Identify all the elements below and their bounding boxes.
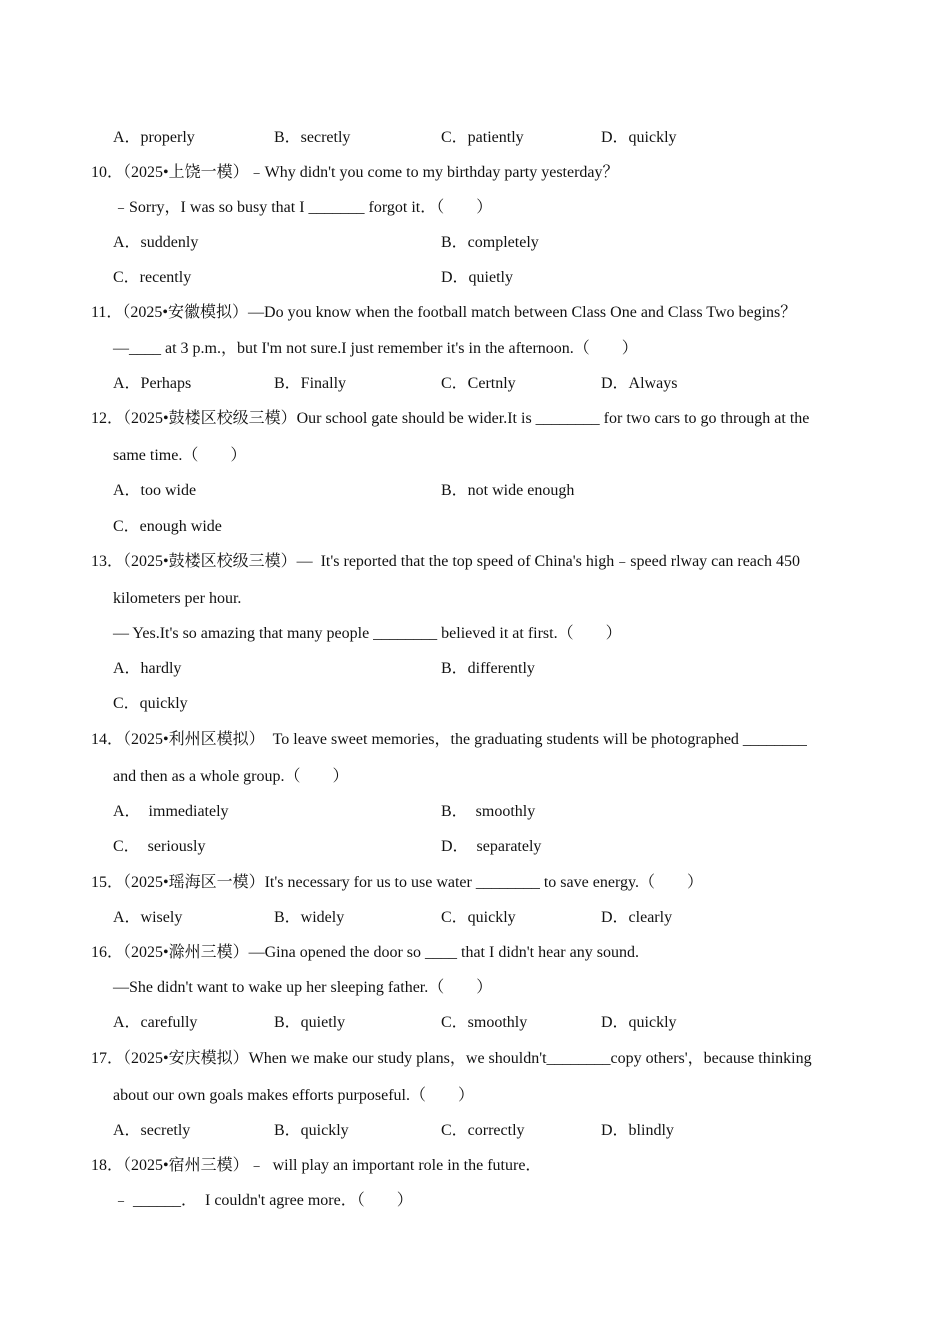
q12-option-a: A．too wide — [113, 482, 197, 499]
q12-stem-cont: same time.（ ） — [113, 447, 247, 464]
q10-option-d: D．quietly — [441, 269, 513, 286]
q9-option-a: A．properly — [113, 129, 195, 146]
q14-stem-cont: and then as a whole group.（ ） — [113, 768, 349, 785]
q14-stem: 14．（2025•利州区模拟） To leave sweet memories，the graduating students will be photographed ________ — [91, 731, 807, 748]
q11-stem: 11．（2025•安徽模拟）—Do you know when the football match between Class One and Class Two begins？ — [91, 304, 797, 321]
q17-option-d: D．blindly — [601, 1122, 674, 1139]
q11-dialogue: —____ at 3 p.m.，but I'm not sure.I just remember it's in the afternoon.（ ） — [113, 340, 638, 357]
q12-option-c: C．enough wide — [113, 518, 222, 535]
q11-option-c: C．Certnly — [441, 375, 516, 392]
q14-option-c: C． seriously — [113, 838, 206, 855]
q10-option-b: B．completely — [441, 234, 539, 251]
q13-stem: 13．（2025•鼓楼区校级三模）— It's reported that the top speed of China's high﹣speed rlway can reach 450 — [91, 553, 801, 570]
q16-option-c: C．smoothly — [441, 1014, 528, 1031]
q15-option-d: D．clearly — [601, 909, 673, 926]
q17-option-c: C．correctly — [441, 1122, 525, 1139]
q13-option-a: A．hardly — [113, 660, 182, 677]
q11-option-b: B．Finally — [274, 375, 347, 392]
q15-option-c: C．quickly — [441, 909, 516, 926]
q9-option-d: D．quickly — [601, 129, 677, 146]
q14-option-b: B． smoothly — [441, 803, 536, 820]
q16-option-b: B．quietly — [274, 1014, 346, 1031]
q15-stem: 15．（2025•瑶海区一模）It's necessary for us to use water ________ to save energy.（ ） — [91, 874, 703, 891]
q17-stem-cont: about our own goals makes efforts purposeful.（ ） — [113, 1087, 474, 1104]
q15-option-a: A．wisely — [113, 909, 183, 926]
q13-dialogue: — Yes.It's so amazing that many people ________ believed it at first.（ ） — [113, 625, 622, 642]
q13-option-c: C．quickly — [113, 695, 188, 712]
q16-stem: 16．（2025•滁州三模）—Gina opened the door so ____ that I didn't hear any sound. — [91, 944, 639, 961]
q13-stem-cont: kilometers per hour. — [113, 590, 242, 607]
q10-option-a: A．suddenly — [113, 234, 199, 251]
q17-stem: 17．（2025•安庆模拟）When we make our study plans，we shouldn't________copy others'，because thinking — [91, 1050, 812, 1067]
q16-option-d: D．quickly — [601, 1014, 677, 1031]
q14-option-d: D． separately — [441, 838, 542, 855]
q11-option-a: A．Perhaps — [113, 375, 192, 392]
q9-option-b: B．secretly — [274, 129, 351, 146]
q16-option-a: A．carefully — [113, 1014, 198, 1031]
q17-option-a: A．secretly — [113, 1122, 191, 1139]
q14-option-a: A． immediately — [113, 803, 229, 820]
q10-stem: 10．（2025•上饶一模）﹣Why didn't you come to my birthday party yesterday？ — [91, 164, 619, 181]
q12-stem: 12．（2025•鼓楼区校级三模）Our school gate should be wider.It is ________ for two cars to go through at the — [91, 410, 810, 427]
q15-option-b: B．widely — [274, 909, 345, 926]
q17-option-b: B．quickly — [274, 1122, 349, 1139]
q18-dialogue: ﹣ ______． I couldn't agree more．（ ） — [113, 1192, 413, 1209]
q16-dialogue: —She didn't want to wake up her sleeping father.（ ） — [113, 979, 493, 996]
q12-option-b: B．not wide enough — [441, 482, 575, 499]
q11-option-d: D．Always — [601, 375, 678, 392]
q10-dialogue: ﹣Sorry，I was so busy that I _______ forgot it．（ ） — [113, 199, 493, 216]
q9-option-c: C．patiently — [441, 129, 524, 146]
q18-stem: 18．（2025•宿州三模）﹣ will play an important role in the future． — [91, 1157, 542, 1174]
q13-option-b: B．differently — [441, 660, 535, 677]
q10-option-c: C．recently — [113, 269, 192, 286]
